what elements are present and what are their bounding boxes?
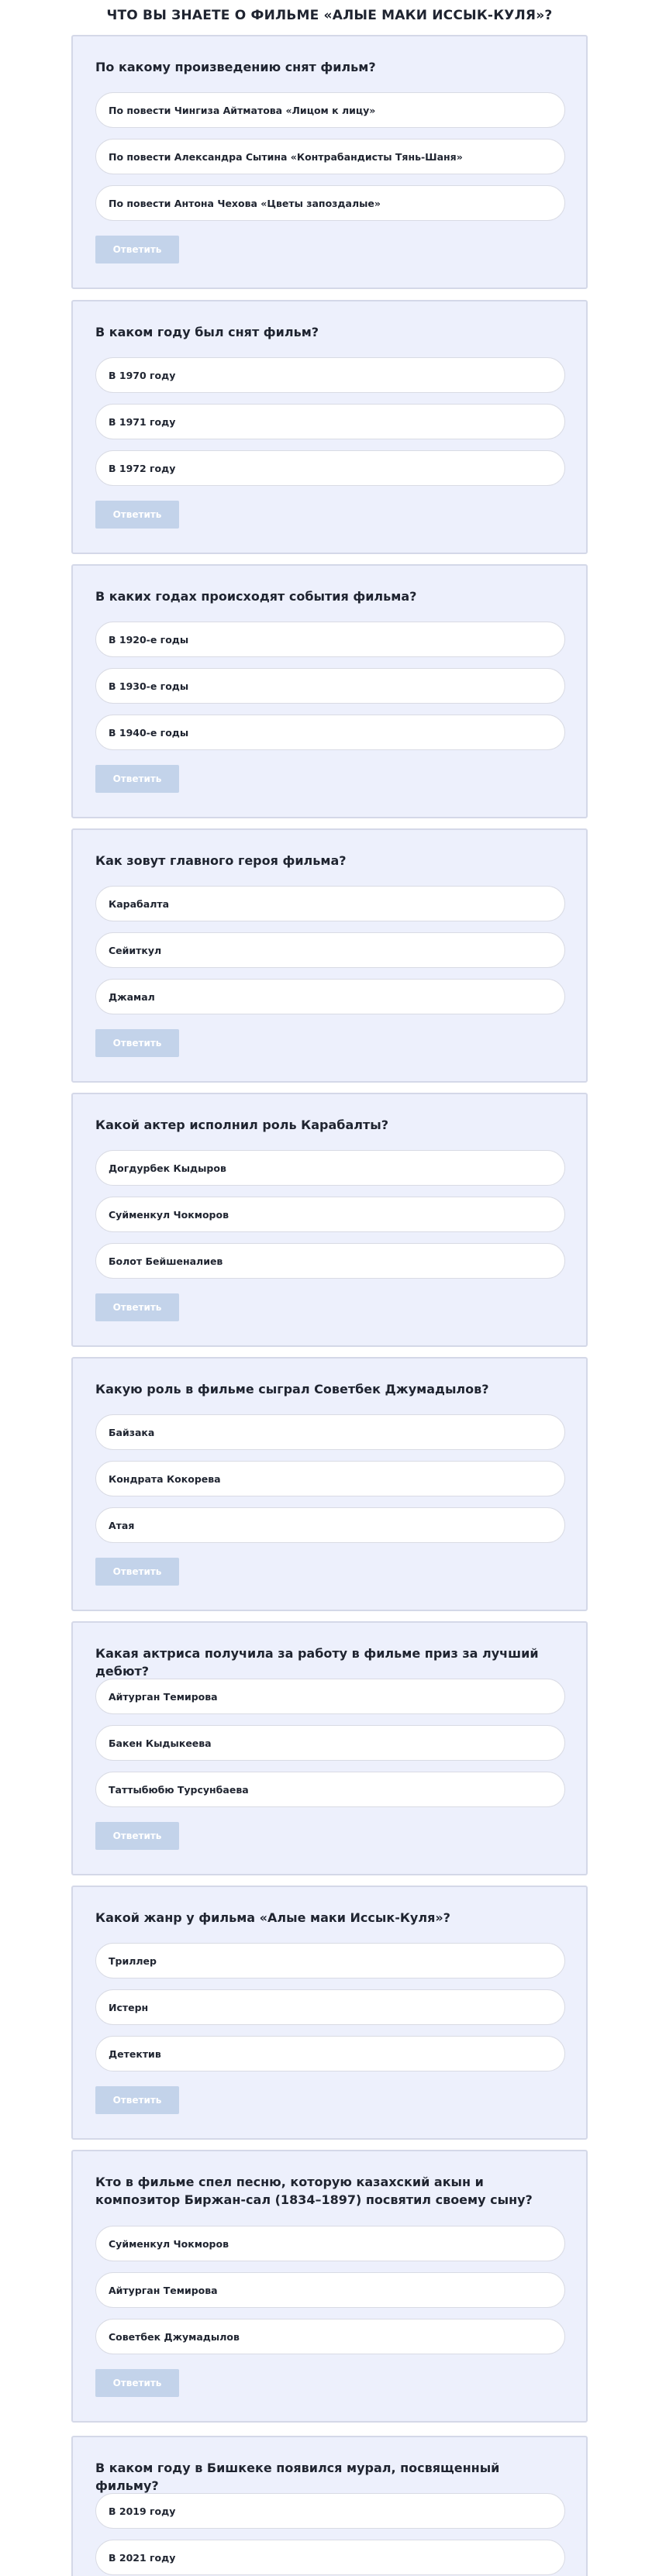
answer-option[interactable] — [95, 1507, 565, 1543]
answer-option-label: В 1920-е годы — [109, 633, 189, 646]
answer-option-label: В 1940-е годы — [109, 726, 189, 739]
answer-option-label: Триллер — [109, 1954, 157, 1967]
answer-option-label: В 1970 году — [109, 369, 176, 381]
answer-option[interactable] — [95, 357, 565, 393]
answer-submit-button[interactable]: Ответить — [95, 2369, 179, 2397]
question-title: Какой жанр у фильма «Алые маки Иссык-Куля»? — [95, 1910, 450, 1925]
quiz-card — [71, 300, 588, 554]
answer-option[interactable] — [95, 450, 565, 486]
question-title: В каком году в Бишкеке появился мурал, посвященный фильму? — [95, 2461, 500, 2493]
answer-option[interactable] — [95, 622, 565, 657]
answer-submit-button[interactable]: Ответить — [95, 2086, 179, 2114]
answer-option[interactable] — [95, 932, 565, 968]
question-title: В каком году был снят фильм? — [95, 325, 319, 339]
answer-option[interactable] — [95, 2036, 565, 2071]
answer-option[interactable] — [95, 1989, 565, 2025]
answer-submit-button[interactable]: Ответить — [95, 236, 179, 263]
question-title: Как зовут главного героя фильма? — [95, 853, 347, 868]
quiz-card — [71, 828, 588, 1083]
answer-option-label: В 1972 году — [109, 462, 176, 474]
answer-option-label: Бакен Кыдыкеева — [109, 1737, 212, 1749]
answer-option[interactable] — [95, 715, 565, 750]
answer-option-label: Таттыбюбю Турсунбаева — [109, 1783, 249, 1796]
answer-option[interactable] — [95, 2272, 565, 2308]
answer-option[interactable] — [95, 1461, 565, 1496]
answer-submit-button[interactable]: Ответить — [95, 501, 179, 529]
answer-submit-button[interactable]: Ответить — [95, 1822, 179, 1850]
answer-option[interactable] — [95, 1772, 565, 1807]
page-title: ЧТО ВЫ ЗНАЕТЕ О ФИЛЬМЕ «АЛЫЕ МАКИ ИССЫК-КУЛЯ»? — [106, 8, 553, 23]
answer-option-label: В 2019 году — [109, 2505, 176, 2517]
answer-option[interactable] — [95, 1150, 565, 1186]
answer-option[interactable] — [95, 185, 565, 221]
answer-option-label: Суйменкул Чокморов — [109, 1208, 229, 1221]
answer-option-label: Байзака — [109, 1426, 155, 1438]
answer-option-label: В 1930-е годы — [109, 680, 189, 692]
answer-option-label: Карабалта — [109, 897, 170, 910]
answer-option-label: В 2021 году — [109, 2551, 176, 2564]
question-title: Какой актер исполнил роль Карабалты? — [95, 1118, 389, 1132]
question-title: Какую роль в фильме сыграл Советбек Джумадылов? — [95, 1382, 489, 1396]
quiz-card — [71, 564, 588, 818]
answer-option[interactable] — [95, 668, 565, 704]
answer-submit-button[interactable]: Ответить — [95, 1029, 179, 1057]
answer-option-label: По повести Антона Чехова «Цветы запоздалые» — [109, 197, 381, 209]
answer-option[interactable] — [95, 1197, 565, 1232]
answer-option-label: Болот Бейшеналиев — [109, 1255, 223, 1267]
answer-option-label: Истерн — [109, 2001, 149, 2013]
answer-option[interactable] — [95, 92, 565, 128]
quiz-card — [71, 1886, 588, 2140]
answer-option[interactable] — [95, 2493, 565, 2529]
answer-option-label: В 1971 году — [109, 415, 176, 428]
answer-option[interactable] — [95, 2226, 565, 2261]
answer-option-label: Детектив — [109, 2047, 161, 2060]
answer-option[interactable] — [95, 1725, 565, 1761]
answer-option[interactable] — [95, 1414, 565, 1450]
answer-option-label: Айтурган Темирова — [109, 1690, 218, 1703]
quiz-card — [71, 1621, 588, 1875]
question-title: Какая актриса получила за работу в фильме приз за лучший дебют? — [95, 1646, 539, 1679]
question-title: В каких годах происходят события фильма? — [95, 589, 417, 604]
answer-option[interactable] — [95, 2540, 565, 2575]
quiz-card — [71, 2150, 588, 2423]
answer-option[interactable] — [95, 1679, 565, 1714]
answer-option[interactable] — [95, 2319, 565, 2354]
answer-option[interactable] — [95, 1943, 565, 1978]
question-title: Кто в фильме спел песню, которую казахский акын и композитор Биржан-сал (1834–1897) посвятил своему сыну? — [95, 2175, 533, 2207]
quiz-card — [71, 35, 588, 289]
answer-option-label: Советбек Джумадылов — [109, 2330, 240, 2343]
answer-option-label: Джамал — [109, 990, 155, 1003]
answer-option[interactable] — [95, 139, 565, 174]
answer-option-label: Атая — [109, 1519, 135, 1531]
question-title: По какому произведению снят фильм? — [95, 60, 376, 74]
answer-option[interactable] — [95, 979, 565, 1014]
answer-submit-button[interactable]: Ответить — [95, 1558, 179, 1586]
answer-option-label: Айтурган Темирова — [109, 2284, 218, 2296]
answer-option-label: Сейиткул — [109, 944, 162, 956]
answer-option[interactable] — [95, 1243, 565, 1279]
answer-submit-button[interactable]: Ответить — [95, 1293, 179, 1321]
answer-option-label: Догдурбек Кыдыров — [109, 1162, 226, 1174]
answer-option[interactable] — [95, 404, 565, 439]
answer-option-label: Кондрата Кокорева — [109, 1472, 221, 1485]
answer-option[interactable] — [95, 886, 565, 921]
answer-option-label: По повести Александра Сытина «Контрабандисты Тянь-Шаня» — [109, 150, 463, 163]
quiz-card — [71, 2436, 588, 2576]
answer-option-label: Суйменкул Чокморов — [109, 2237, 229, 2250]
answer-submit-button[interactable]: Ответить — [95, 765, 179, 793]
quiz-card — [71, 1093, 588, 1347]
quiz-card — [71, 1357, 588, 1611]
answer-option-label: По повести Чингиза Айтматова «Лицом к лицу» — [109, 104, 376, 116]
